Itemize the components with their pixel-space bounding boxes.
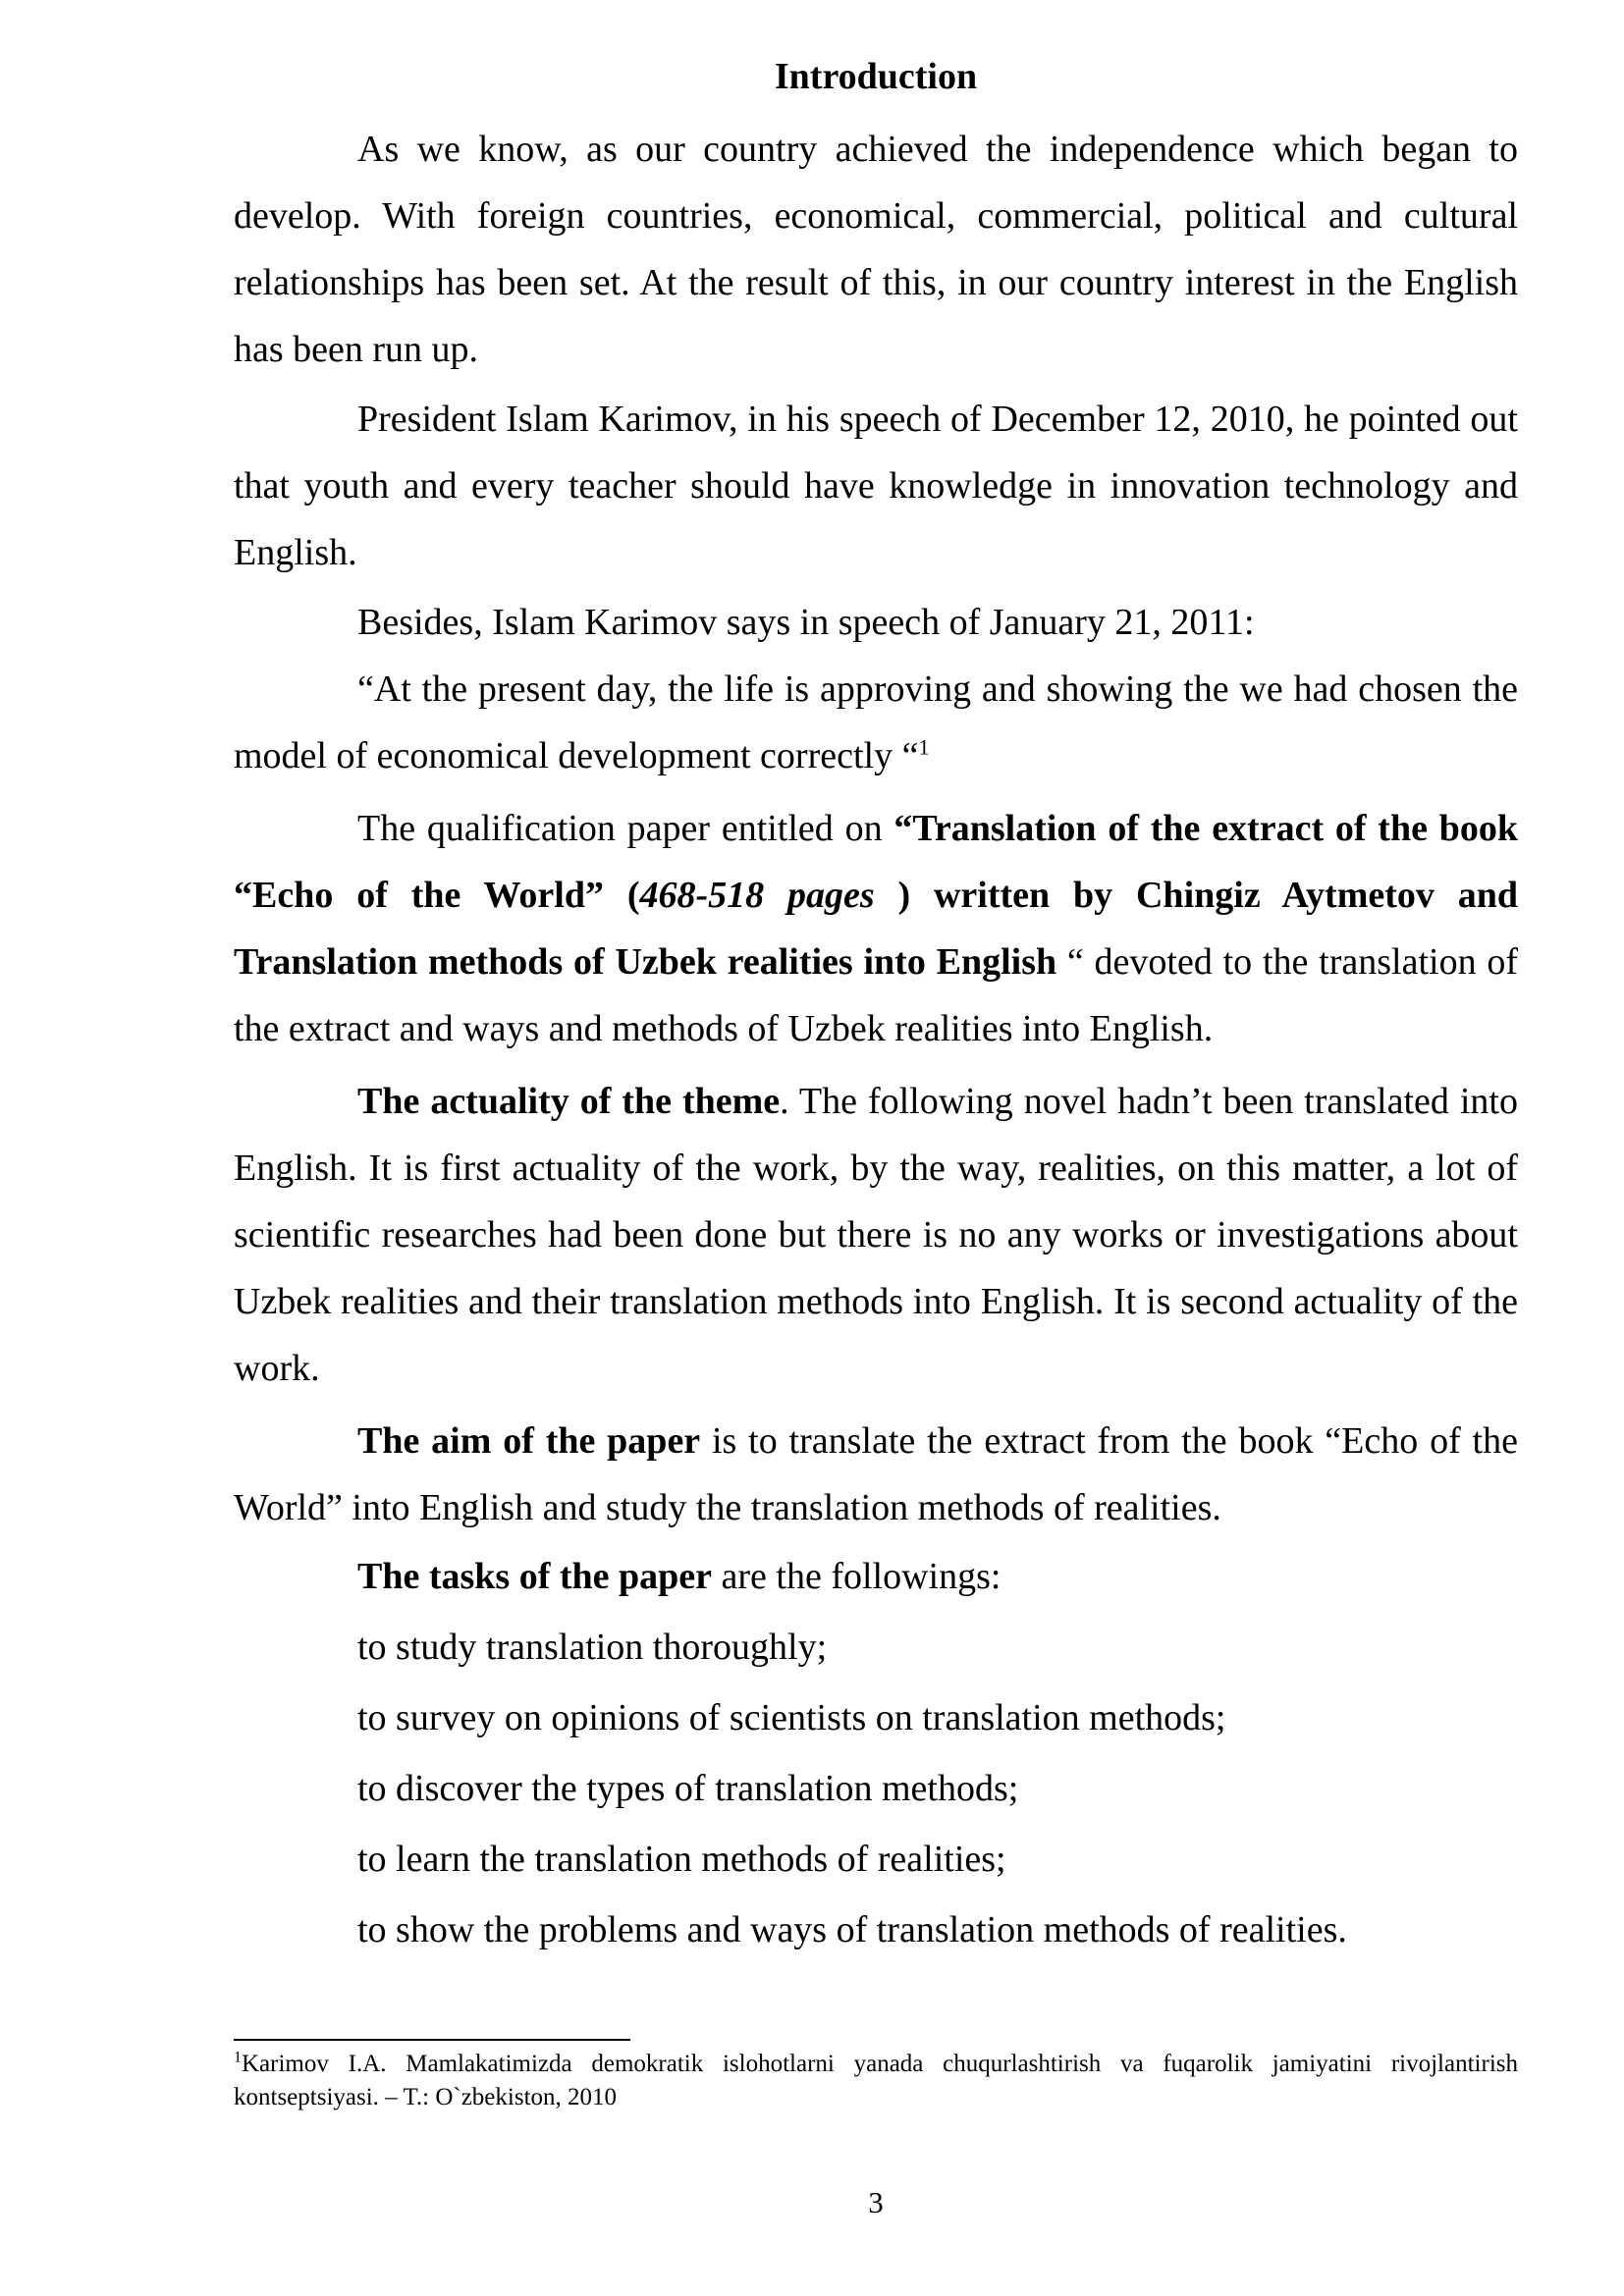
list-item: to discover the types of translation methods; (357, 1768, 1019, 1809)
paragraph-quote (234, 656, 1518, 789)
paragraph-text: is to translate the extract from the book “Echo of the World” into English and study the translation methods of realities. (234, 1420, 1518, 1528)
tasks-label: The tasks of the paper (357, 1556, 713, 1597)
quote-text: “At the present day, the life is approving and showing the we had chosen the model of economical development correctly “ (234, 668, 1518, 776)
paragraph-text: Besides, Islam Karimov says in speech of January 21, 2011: (357, 602, 1255, 643)
paragraph-tail: “ devoted to the translation of the extract and ways and methods of Uzbek realities into English. (234, 941, 1519, 1049)
paper-title-part-1: “Translation of the extract of the book “Echo of the World” ( (234, 808, 1518, 916)
paragraph-lead: The qualification paper entitled on (357, 808, 894, 849)
actuality-label: The actuality of the theme (357, 1081, 781, 1122)
list-item: to study translation thoroughly; (357, 1627, 828, 1668)
page-title: Introduction (774, 56, 978, 97)
body-text (234, 116, 1518, 1965)
paragraph-text: . The following novel hadn’t been translated into English. It is first actuality of the work, by the way, realities, on this matter, a lot of scientific researches had been done but there is no any works or investigations about Uzbek realities and their translation methods into English. It is second actuality of the work. (234, 1081, 1518, 1389)
paragraph-text: are the followings: (712, 1556, 1001, 1597)
footnote-reference[interactable]: 1 (918, 734, 930, 760)
footnote-marker: 1 (234, 2049, 242, 2066)
page-number: 3 (868, 2185, 884, 2219)
paper-title-pages: 468-518 pages (639, 875, 875, 916)
paragraph-independence (234, 116, 1518, 383)
list-item: to learn the translation methods of realities; (357, 1839, 1006, 1880)
list-item: to survey on opinions of scientists on translation methods; (357, 1697, 1226, 1738)
paragraph-besides (234, 589, 1518, 656)
paragraph-text: President Islam Karimov, in his speech of December 12, 2010, he pointed out that youth and every teacher should have knowledge in innovation technology and English. (234, 399, 1518, 573)
aim-label: The aim of the paper (357, 1420, 701, 1462)
footnote (234, 2048, 1518, 2114)
footnote-text: Karimov I.A. Mamlakatimizda demokratik islohotlarni yanada chuqurlashtirish va fuqarolik jamiyatini rivojlantirish kontseptsiyasi. – T.: O`zbekiston, 2010 (234, 2051, 1518, 2110)
paragraph-president-speech (234, 386, 1518, 586)
paragraph-actuality (234, 1068, 1518, 1402)
tasks-list (234, 1541, 1518, 1965)
paragraph-qualification-paper (234, 795, 1518, 1062)
paragraph-aim (234, 1408, 1518, 1541)
paper-title-part-2: ) written by Chingiz Aytmetov and Translation methods of Uzbek realities into English (234, 875, 1518, 983)
footnote-divider (234, 2039, 630, 2041)
tasks-heading (234, 1541, 1518, 1612)
list-item: to show the problems and ways of translation methods of realities. (357, 1909, 1347, 1950)
paragraph-text: As we know, as our country achieved the independence which began to develop. With foreign countries, economical, commercial, political and cultural relationships has been set. At the result of this, in our country interest in the English has been run up. (234, 129, 1518, 370)
